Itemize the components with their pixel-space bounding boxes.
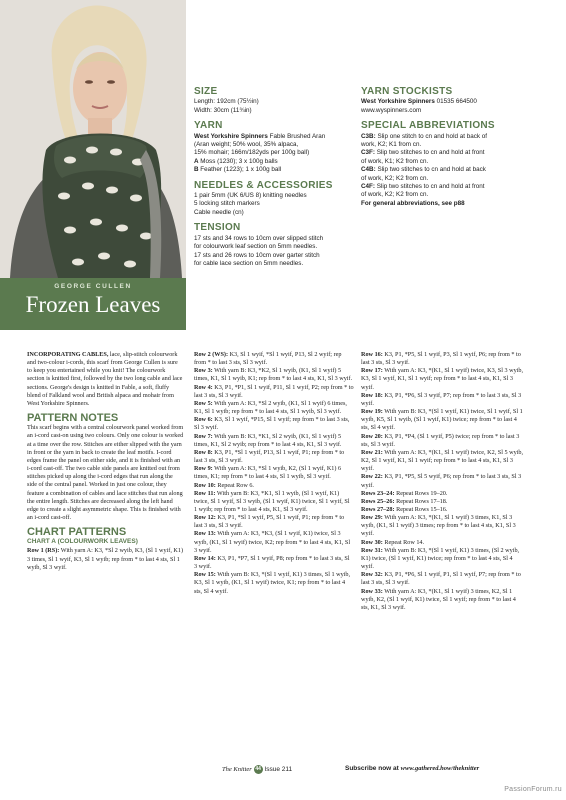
row-label: Row 6:: [194, 416, 213, 424]
yarn-colour-b: [194, 166, 362, 174]
row-label: Row 16:: [361, 351, 383, 358]
intro-lead: INCORPORATING CABLES,: [27, 351, 109, 358]
row-instruction: [361, 490, 525, 498]
needles-section: [194, 179, 362, 218]
yarn-heading: YARN: [194, 120, 223, 132]
row-text: Repeat Rows 17–18.: [394, 497, 448, 505]
row-label: Row 7:: [194, 432, 213, 440]
body-column-1: [27, 351, 184, 572]
row-text: K3, P1, *P6, Sl 3 wyif, P7; rep from * to last 3 sts, Sl 3 wyif.: [361, 391, 522, 407]
row-label: Row 32:: [361, 571, 383, 579]
abbrev-general-link[interactable]: For general abbreviations, see p88: [361, 199, 465, 207]
row-instruction: [361, 571, 525, 587]
yarn-line-1: [194, 133, 362, 141]
row-label: Row 13:: [194, 530, 216, 538]
row-text: K3, P1, *P4, (Sl 1 wyif, P5) twice; rep from * to last 3 sts, Sl 3 wyif.: [361, 432, 520, 448]
row-label: Row 31:: [361, 546, 383, 554]
row-label: Row 14:: [194, 554, 216, 562]
row-instruction: [361, 498, 525, 506]
footer-issue: Issue 211: [262, 766, 293, 774]
row-instruction: [361, 408, 525, 432]
abbrev-c4b-text-2: of work, K2; K2 from cn.: [361, 174, 429, 182]
abbrev-c3f: [361, 149, 551, 157]
row-instruction: [361, 588, 525, 612]
row-label: Row 22:: [361, 473, 383, 481]
abbrev-c4f: [361, 183, 551, 191]
row-text: Repeat Row 6.: [215, 481, 254, 489]
row-label: Rows 27–28:: [361, 505, 395, 513]
abbrev-c4f-text-1: Slip two stitches to cn and hold at front: [375, 183, 485, 191]
intro-text: lace, slip-stitch colourwork and two-colour i-cords, this scarf from George Cullen is sure to keep you entertained while you knit! The colourwork section is knitted first, followed by the two long cable and lace sections. George's design is knitted in Fable, a soft, fluffy blend of Falkland wool and British alpaca and mohair from West Yorkshire Spinners.: [27, 351, 183, 407]
body-column-2: [194, 351, 354, 596]
yarn-colour-a: [194, 158, 362, 166]
tension-line-4: for cable lace section on 5mm needles.: [194, 259, 304, 267]
row-label: Row 33:: [361, 587, 383, 595]
row-instruction: [361, 367, 525, 391]
row-text: K3, P1, *Sl 1 wyif, P5, Sl 1 wyif, P1; rep from * to last 3 sts, Sl 3 wyif.: [194, 514, 345, 530]
row-label: Row 3:: [194, 367, 213, 375]
row-1-instruction: [27, 547, 184, 571]
size-length: Length: 192cm (75½in): [194, 98, 259, 106]
row-text: With yarn B: K3, *K1, Sl 2 wyib, (K1, Sl 1 wyif) 5 times, K1, Sl 2 wyib; rep from * to last 4 sts, K1, Sl 3 wyif.: [194, 432, 342, 448]
footer-subscribe-lead: Subscribe now at: [345, 765, 401, 772]
row-text: With yarn B: K3, *K2, Sl 1 wyib, (K1, Sl 1 wyif) 5 times, K1, Sl 1 wyib, K1; rep from * to last 4 sts, K1, Sl 3 wyif.: [194, 367, 353, 383]
yarn-line-2: (Aran weight; 50% wool, 35% alpaca,: [194, 141, 299, 149]
row-label: Row 21:: [361, 448, 383, 456]
row-text: K3, P1, *P5, Sl 1 wyif, P3, Sl 1 wyif, P6; rep from * to last 3 sts, Sl 3 wyif.: [361, 351, 521, 367]
row-text: With yarn A: K3, *(K1, Sl 1 wyif) twice, K2, Sl 5 wyib, K2, Sl 1 wyif, K1, Sl 1 wyif; rep from * to last 4 sts, K1, Sl 3 wyif.: [361, 448, 524, 473]
yarn-b-text: Feather (1223); 1 x 100g ball: [198, 166, 282, 174]
row-text: K3, Sl 1 wyif, *Sl 1 wyif, P13, Sl 2 wyif; rep from * to last 3 sts, Sl 3 wyif.: [194, 351, 342, 367]
yarn-b-code: B: [194, 166, 199, 174]
row-label: Row 5:: [194, 399, 213, 407]
row-label: Row 19:: [361, 408, 383, 416]
abbrev-c4b-text-1: Slip two stitches to cn and hold at back: [375, 166, 486, 174]
abbrev-c4b: [361, 166, 551, 174]
row-instruction: [361, 514, 525, 538]
abbrev-c3f-text-1: Slip two stitches to cn and hold at front: [375, 149, 485, 157]
tension-line-1: 17 sts and 34 rows to 10cm over slipped stitch: [194, 234, 324, 242]
abbrev-c3b-code: C3B:: [361, 132, 376, 140]
needles-heading: NEEDLES & ACCESSORIES: [194, 179, 333, 191]
row-label: Rows 23–24:: [361, 489, 395, 497]
row-instruction: [194, 482, 354, 490]
row-instruction: [361, 351, 525, 367]
row-instruction: [194, 367, 354, 383]
yarn-section: [194, 122, 362, 174]
size-heading: SIZE: [194, 86, 218, 97]
model-photo-illustration: [0, 0, 186, 278]
info-column-right: [361, 88, 551, 215]
row-instruction: [361, 433, 525, 449]
pattern-notes-text: This scarf begins with a central colourwork panel worked from an i-cord cast-on using two colours. Only one colour is worked at a time over the row. Stitches are either slipped with the yarn in front or the yarn in back to create the leaf motifs. I-cord edges frame the panel on either side, and it is finished with an i-cord cast-off. The two cable side panels are knitted out from stitches picked up along the i-cord edges that run along the side of the central panel. Worked in just one colour, they feature a combination of cables and lace stitches that run along the entire length. Stitches are decreased along the left hand edge to create a slight asymmetric shape. This is finished with an i-cord cast-off.: [27, 424, 184, 521]
row-instruction: [361, 506, 525, 514]
row-instruction: [361, 539, 525, 547]
stockists-section: [361, 88, 551, 115]
row-instruction: [194, 449, 354, 465]
row-instruction: [361, 547, 525, 571]
row-instruction: [194, 465, 354, 481]
row-instruction: [194, 514, 354, 530]
row-instruction: [194, 384, 354, 400]
footer-magazine-name: The Knitter: [222, 766, 252, 774]
row-label: Row 17:: [361, 367, 383, 375]
row-label: Row 12:: [194, 514, 216, 522]
row-text: K3, P1, *P5, Sl 5 wyif, P6; rep from * to last 3 sts, Sl 3 wyif.: [361, 473, 522, 489]
row-instruction: [194, 400, 354, 416]
row-1-label: Row 1 (RS):: [27, 547, 60, 555]
row-text: With yarn B: K3, *K1, Sl 1 wyib, (Sl 1 wyif, K1) twice, Sl 1 wyif, Sl 3 wyib, (Sl 1 wyif, K1) twice, Sl 1 wyif, Sl 1 wyib; rep from * to last 4 sts, K1, Sl 3 wyif.: [194, 489, 350, 513]
row-text: Repeat Rows 19–20.: [394, 489, 448, 497]
needles-line-2: 5 locking stitch markers: [194, 200, 260, 208]
intro-paragraph: [27, 351, 184, 408]
info-column-left: [194, 88, 362, 275]
size-section: [194, 88, 362, 115]
row-label: Row 15:: [194, 571, 216, 579]
row-instruction: [361, 473, 525, 489]
footer-subscribe: [345, 765, 479, 772]
tension-section: [194, 224, 362, 268]
yarn-name: Fable Brushed Aran: [267, 132, 326, 140]
stockists-line-1: [361, 98, 551, 106]
abbreviations-section: [361, 122, 551, 208]
abbrev-c3b-text-1: Slip one stitch to cn and hold at back of: [375, 132, 488, 140]
chart-patterns-heading: CHART PATTERNS: [27, 526, 127, 539]
yarn-a-text: Moss (1230); 3 x 100g balls: [198, 157, 278, 165]
row-text: K3, Sl 1 wyif, *P15, Sl 1 wyif; rep from * to last 3 sts, Sl 3 wyif.: [194, 416, 350, 432]
row-instruction: [194, 555, 354, 571]
stockist-phone: 01535 664500: [434, 98, 477, 106]
row-text: With yarn A: K3, *(K1, Sl 1 wyif) 3 times, K2, Sl 1 wyib, K2, (Sl 1 wyif, K1) twice, Sl 1 wyif; rep from * to last 4 sts, K1, Sl 3 wyif.: [361, 587, 516, 611]
row-instruction: [361, 449, 525, 473]
page-number-badge: 44: [255, 766, 261, 772]
row-text: K3, P1, *P6, Sl 1 wyif, P1, Sl 1 wyif, P7; rep from * to last 3 sts, Sl 3 wyif.: [361, 571, 521, 587]
row-instruction: [361, 392, 525, 408]
size-width: Width: 30cm (11¾in): [194, 106, 252, 114]
row-label: Row 11:: [194, 489, 216, 497]
chart-a-subheading: CHART A (COLOURWORK LEAVES): [27, 538, 138, 546]
row-text: With yarn A: K3, *(K1, Sl 1 wyif) twice, K3, Sl 3 wyib, K3, Sl 1 wyif, K1, Sl 1 wyif; rep from * to last 4 sts, K1, Sl 3 wyif.: [361, 367, 524, 391]
tension-line-2: for colourwork leaf section on 5mm needles.: [194, 243, 318, 251]
title-band: [0, 278, 186, 330]
row-label: Row 18:: [361, 391, 383, 399]
row-text: With yarn B: K3, *(Sl 1 wyif, K1) 3 times, Sl 1 wyib, K3, Sl 1 wyib, (K1, Sl 1 wyif) twice, K1; rep from * to last 4 sts, Sl 4 wyif.: [194, 571, 351, 595]
abbrev-c4b-code: C4B:: [361, 166, 376, 174]
row-instruction: [194, 490, 354, 514]
abbrev-c4f-code: C4F:: [361, 183, 375, 191]
watermark: PassionForum.ru: [504, 786, 562, 793]
author-name: GEORGE CULLEN: [54, 283, 132, 290]
row-text: With yarn B: K3, *(Sl 1 wyif, K1) twice, Sl 1 wyif, Sl 1 wyib, K5, Sl 1 wyib, (Sl 1 wyif, K1) twice; rep from * to last 4 sts, Sl 4 wyif.: [361, 408, 523, 432]
row-text: With yarn B: K3, *(Sl 1 wyif, K1) 3 times, (Sl 2 wyib, K1) twice, (Sl 1 wyif, K1) twice; rep from * to last 4 sts, Sl 4 wyif.: [361, 546, 520, 571]
row-instruction: [194, 351, 354, 367]
abbreviations-heading: SPECIAL ABBREVIATIONS: [361, 120, 495, 132]
row-label: Row 29:: [361, 514, 383, 522]
row-text: With yarn A: K3, *Sl 1 wyib, K2, (Sl 1 wyif, K1) 6 times, K1; rep from * to last 4 sts, Sl 1 wyib, Sl 3 wyif.: [194, 465, 342, 481]
row-label: Row 8:: [194, 448, 213, 456]
row-label: Row 2 (WS):: [194, 351, 229, 358]
tension-line-3: 17 sts and 26 rows to 10cm over garter stitch: [194, 251, 320, 259]
row-text: With yarn A: K3, *Sl 2 wyib, (K1, Sl 1 wyif) 6 times, K1, Sl 1 wyib; rep from * to last 4 sts, Sl 1 wyib, Sl 3 wyif.: [194, 399, 347, 416]
row-label: Row 4:: [194, 383, 213, 391]
row-1-text: With yarn A: K3, *Sl 2 wyib, K3, (Sl 1 wyif, K1) 3 times, Sl 1 wyif, K3, Sl 1 wyib; rep from * to last 4 sts, Sl 1 wyib, Sl 3 wyif.: [27, 547, 184, 571]
needles-line-1: 1 pair 5mm (UK 6/US 8) knitting needles: [194, 192, 307, 200]
yarn-a-code: A: [194, 157, 199, 165]
pattern-notes-heading: PATTERN NOTES: [27, 412, 119, 425]
row-label: Row 9:: [194, 465, 213, 473]
abbrev-c3f-code: C3F:: [361, 149, 375, 157]
row-text: K3, P1, *P7, Sl 1 wyif, P8; rep from * to last 3 sts, Sl 3 wyif.: [194, 554, 350, 571]
abbrev-c3b-text-2: work, K2; K1 from cn.: [361, 141, 422, 149]
row-label: Row 30:: [361, 538, 383, 546]
row-text: With yarn A: K3, *(K1, Sl 1 wyif) 3 times, K1, Sl 3 wyib, (K1, Sl 1 wyif) 3 times; rep from * to last 4 sts, K1, Sl 3 wyif.: [361, 514, 516, 538]
yarn-brand: West Yorkshire Spinners: [194, 132, 268, 140]
yarn-line-3: 15% mohair; 166m/182yds per 100g ball): [194, 149, 310, 157]
row-text: Repeat Row 14.: [382, 538, 425, 546]
abbrev-c4f-text-2: of work, K2; K2 from cn.: [361, 191, 429, 199]
row-text: K3, P1, *P1, Sl 1 wyif, P11, Sl 1 wyif, P2; rep from * to last 3 sts, Sl 3 wyif.: [194, 383, 354, 399]
row-instruction: [194, 433, 354, 449]
row-text: K3, P1, *Sl 1 wyif, P13, Sl 1 wyif, P1; rep from * to last 3 sts, Sl 3 wyif.: [194, 448, 345, 465]
row-label: Rows 25–26:: [361, 497, 395, 505]
abbrev-c3f-text-2: of work, K1; K2 from cn.: [361, 157, 429, 165]
body-column-3: [361, 351, 525, 612]
footer-subscribe-link[interactable]: www.gathered.how/theknitter: [400, 765, 480, 772]
row-text: With yarn A: K3, *K3, (Sl 1 wyif, K1) twice, Sl 3 wyib, (K1, Sl 1 wyif) twice, K2; rep from * to last 4 sts, K1, Sl 3 wyif.: [194, 530, 351, 554]
row-instruction: [194, 416, 354, 432]
abbrev-c3b: [361, 133, 551, 141]
row-instruction: [194, 571, 354, 595]
footer-magazine: [222, 765, 292, 774]
row-label: Row 10:: [194, 481, 216, 489]
row-label: Row 20:: [361, 432, 383, 440]
row-instruction: [194, 530, 354, 554]
pattern-title: Frozen Leaves: [25, 292, 161, 317]
stockist-web: www.wyspinners.com: [361, 106, 422, 114]
needles-line-3: Cable needle (cn): [194, 208, 244, 216]
model-photo: [0, 0, 186, 278]
row-text: Repeat Rows 15–16.: [394, 505, 448, 513]
tension-heading: TENSION: [194, 222, 241, 234]
stockists-heading: YARN STOCKISTS: [361, 86, 453, 97]
stockist-brand: West Yorkshire Spinners: [361, 98, 435, 106]
